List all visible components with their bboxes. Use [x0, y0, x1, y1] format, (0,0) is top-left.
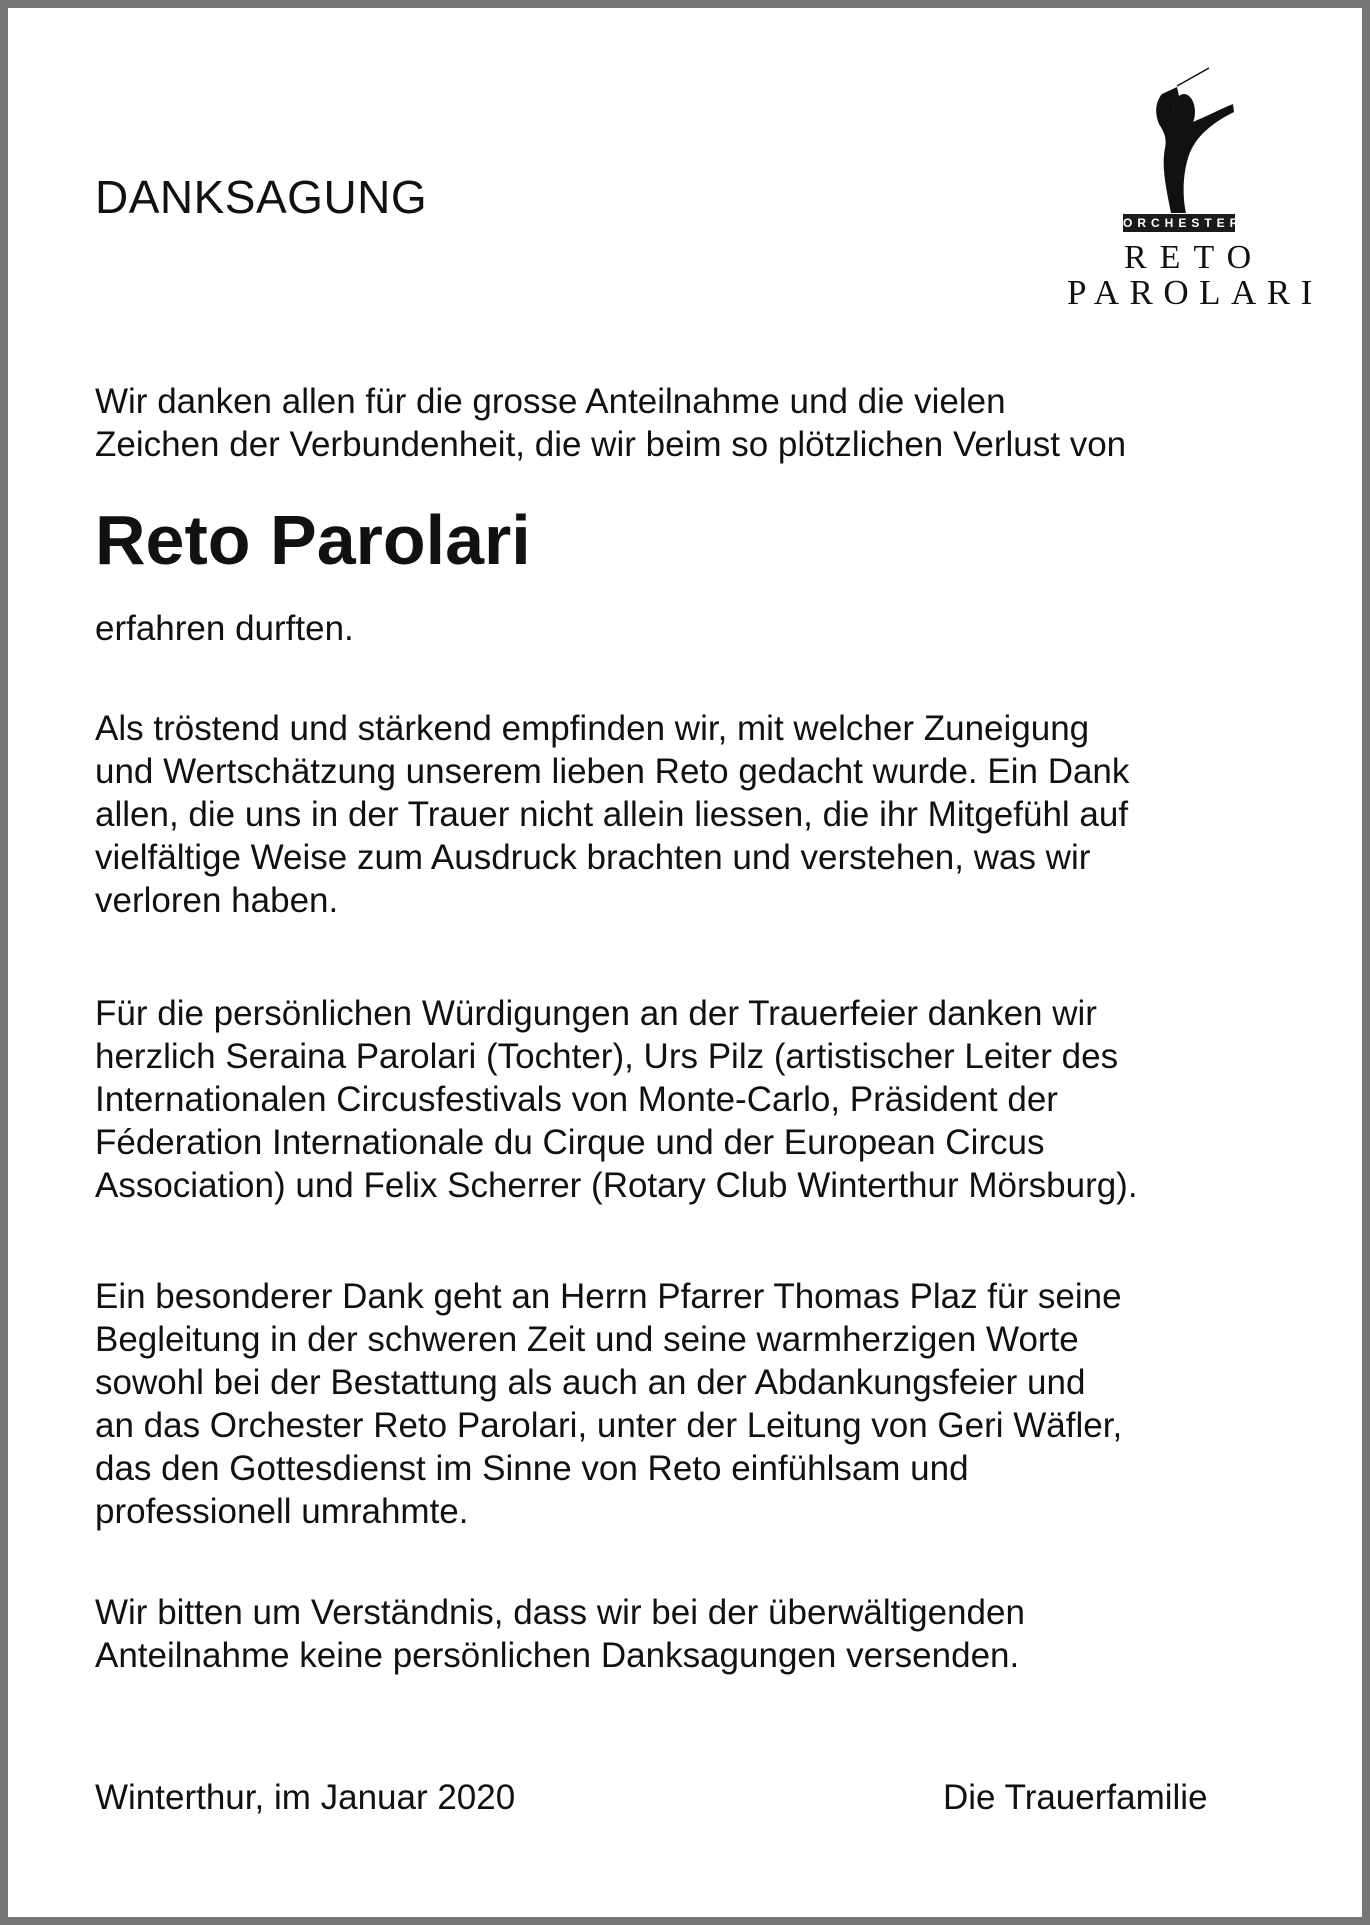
text-line: Féderation Internationale du Cirque und der European Circus — [95, 1123, 1045, 1162]
text-line: Ein besonderer Dank geht an Herrn Pfarrer Thomas Plaz für seine — [95, 1277, 1122, 1316]
text-line: Association) und Felix Scherrer (Rotary Club Winterthur Mörsburg). — [95, 1166, 1138, 1205]
paragraph-2 — [95, 707, 1129, 922]
text-line: verloren haben. — [95, 881, 339, 920]
text-line: Wir danken allen für die grosse Anteilnahme und die vielen — [95, 382, 1006, 421]
after-name-text — [95, 607, 354, 650]
intro-paragraph — [95, 380, 1126, 466]
text-line: Für die persönlichen Würdigungen an der Trauerfeier danken wir — [95, 994, 1097, 1033]
text-line: das den Gottesdienst im Sinne von Reto einfühlsam und — [95, 1449, 969, 1488]
text-line: professionell umrahmte. — [95, 1492, 469, 1531]
text-line: an das Orchester Reto Parolari, unter der Leitung von Geri Wäfler, — [95, 1406, 1123, 1445]
text-line: Zeichen der Verbundenheit, die wir beim so plötzlichen Verlust von — [95, 425, 1127, 464]
text-line: allen, die uns in der Trauer nicht allein liessen, die ihr Mitgefühl auf — [95, 795, 1129, 834]
signature: Die Trauerfamilie — [943, 1778, 1208, 1817]
text-line: herzlich Seraina Parolari (Tochter), Urs Pilz (artistischer Leiter des — [95, 1037, 1119, 1076]
text-line: Anteilnahme keine persönlichen Danksagungen versenden. — [95, 1636, 1020, 1675]
text-line: Als tröstend und stärkend empfinden wir, mit welcher Zuneigung — [95, 709, 1090, 748]
text-line: vielfältige Weise zum Ausdruck brachten und verstehen, was wir — [95, 838, 1091, 877]
text-line: und Wertschätzung unserem lieben Reto gedacht wurde. Ein Dank — [95, 752, 1130, 791]
logo-orchester: ORCHESTER — [1123, 216, 1244, 230]
document-page — [8, 8, 1362, 1917]
text-line: sowohl bei der Bestattung als auch an der Abdankungsfeier und — [95, 1363, 1086, 1402]
deceased-name: Reto Parolari — [95, 501, 531, 579]
orchestra-logo — [1040, 50, 1323, 330]
place-date: Winterthur, im Januar 2020 — [95, 1778, 516, 1817]
paragraph-3 — [95, 992, 1138, 1207]
paragraph-5 — [95, 1591, 1025, 1677]
text-line: Begleitung in der schweren Zeit und seine warmherzigen Worte — [95, 1320, 1079, 1359]
logo-reto: RETO — [1124, 239, 1265, 276]
logo-parolari: PAROLARI — [1067, 273, 1323, 312]
heading: DANKSAGUNG — [95, 171, 428, 223]
text-line: Internationalen Circusfestivals von Monte-Carlo, Präsident der — [95, 1080, 1058, 1119]
text-line: Wir bitten um Verständnis, dass wir bei der überwältigenden — [95, 1593, 1025, 1632]
text-line: erfahren durften. — [95, 609, 354, 648]
paragraph-4 — [95, 1275, 1122, 1533]
